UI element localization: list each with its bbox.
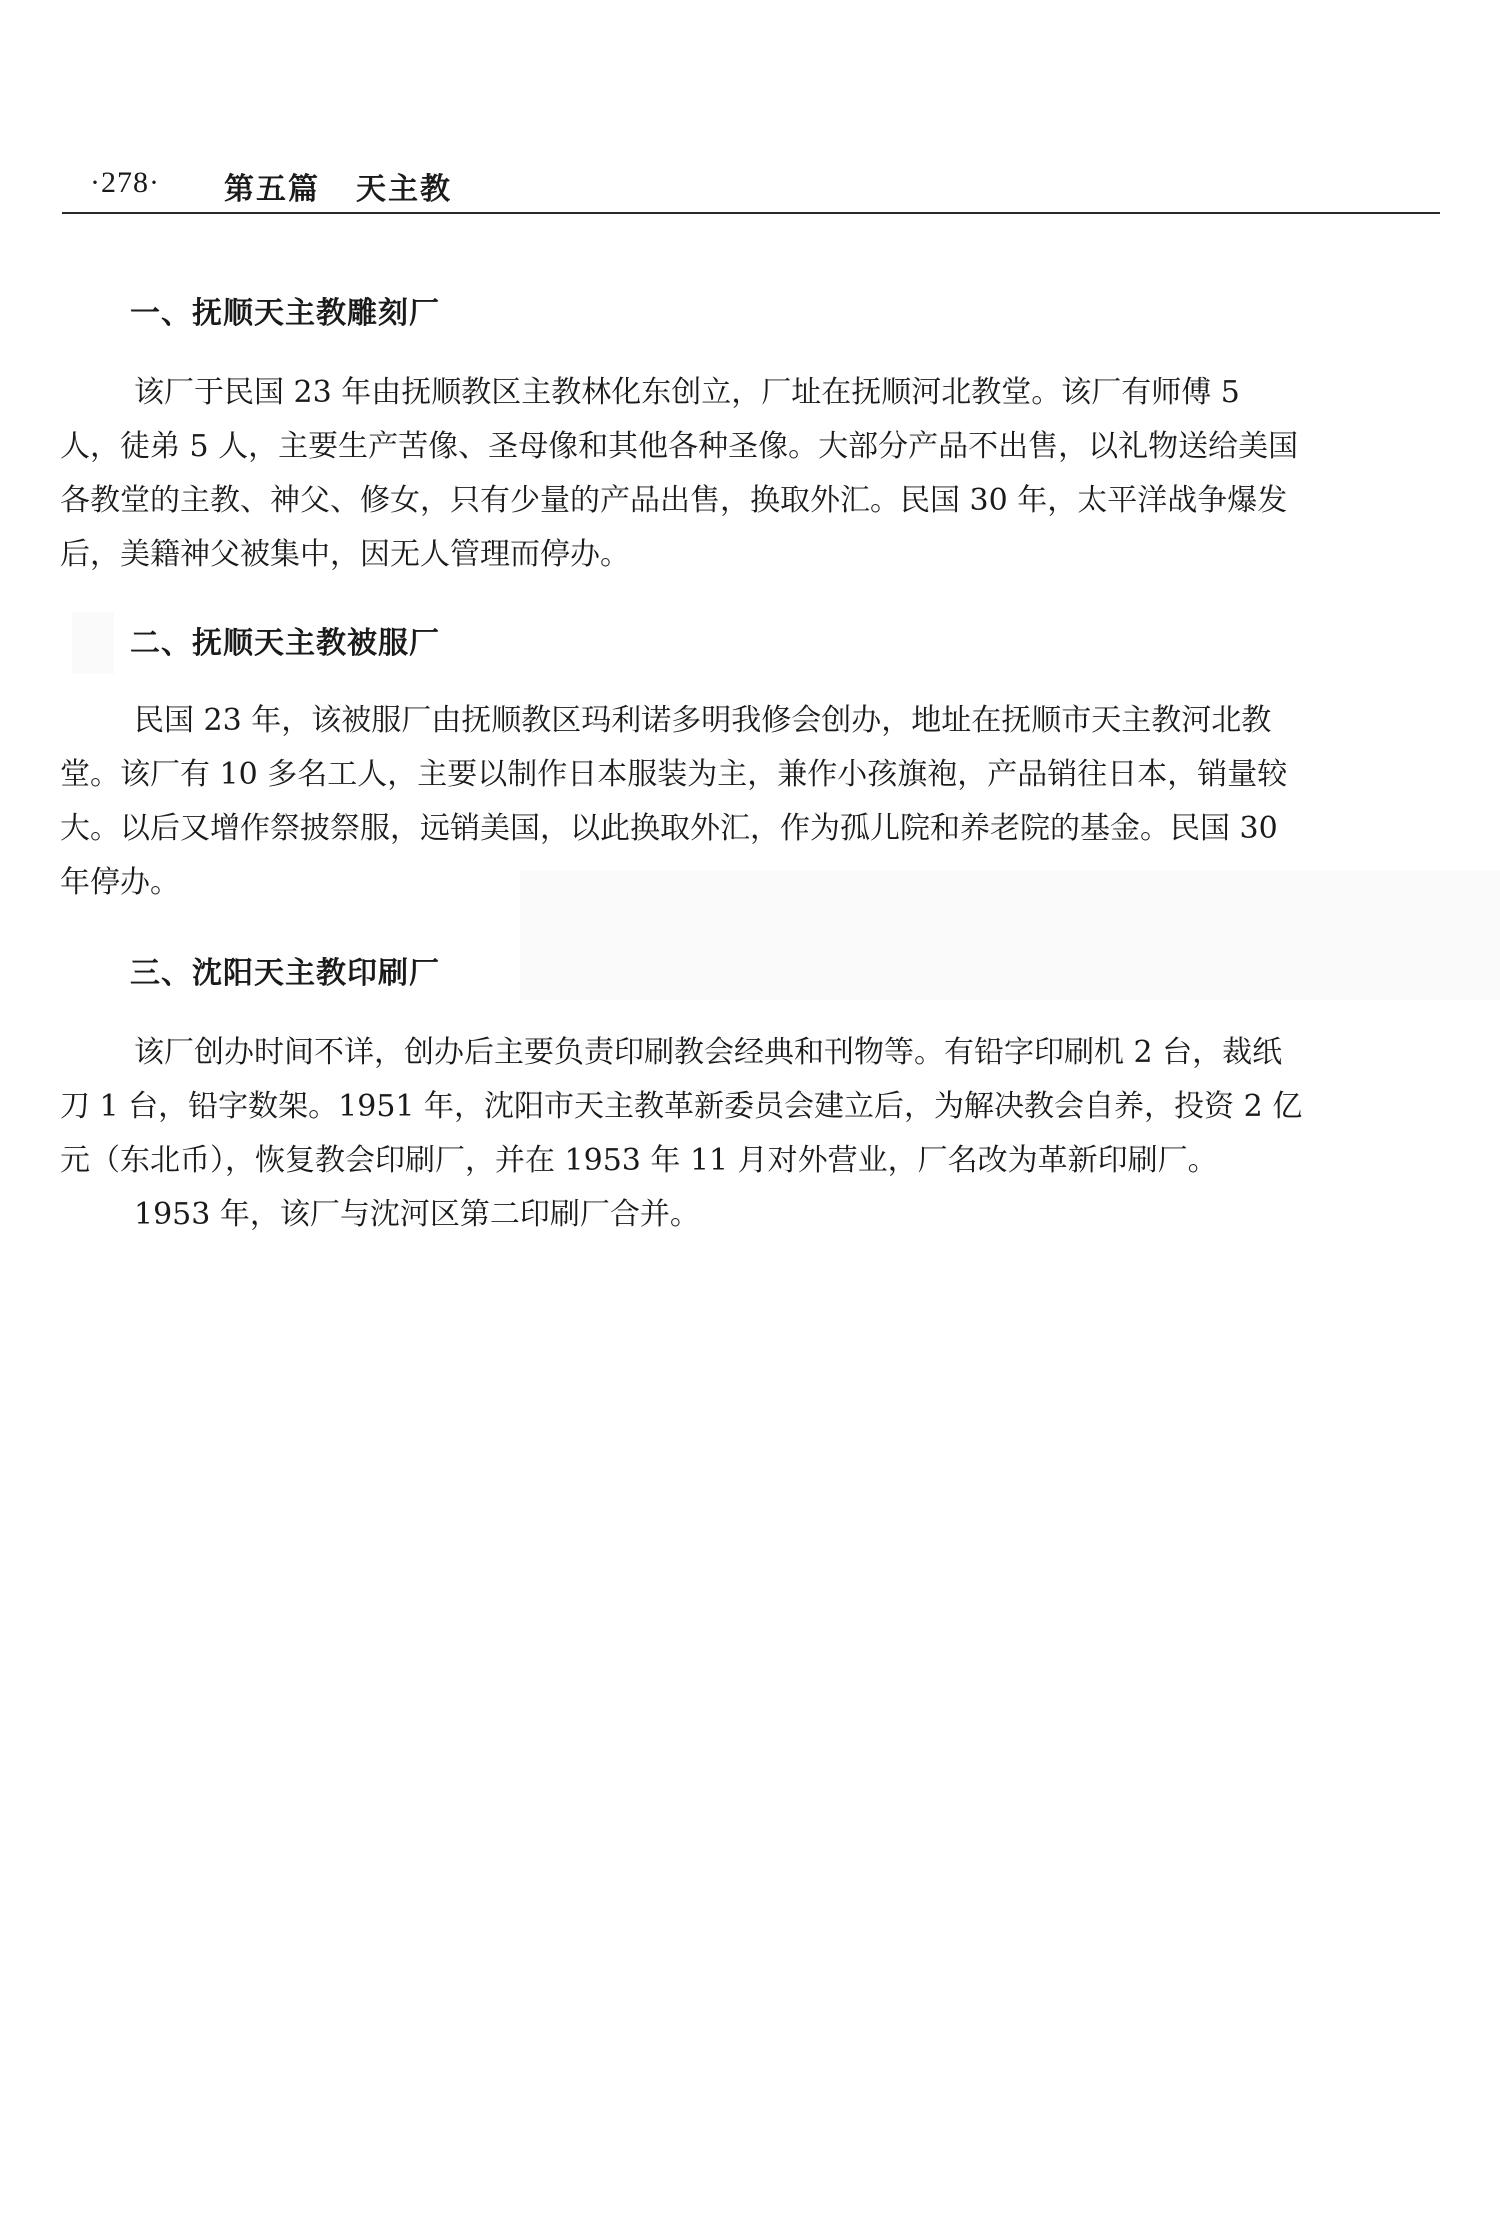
part-label: 第五篇 xyxy=(224,172,320,207)
section-paragraph xyxy=(60,694,1440,910)
paragraph-line: 元（东北币），恢复教会印刷厂，并在 1953 年 11 月对外营业，厂名改为革新印刷厂。 xyxy=(60,1143,1218,1178)
paragraph-line: 堂。该厂有 10 多名工人，主要以制作日本服装为主，兼作小孩旗袍，产品销往日本，销量较 xyxy=(60,757,1288,792)
paragraph-line: 1953 年，该厂与沈河区第二印刷厂合并。 xyxy=(134,1197,700,1232)
page-number: ·278· xyxy=(90,166,160,199)
section-paragraph xyxy=(60,366,1440,582)
paragraph-line: 该厂创办时间不详，创办后主要负责印刷教会经典和刊物等。有铅字印刷机 2 台，裁纸 xyxy=(134,1035,1283,1070)
section-heading: 三、沈阳天主教印刷厂 xyxy=(130,956,440,991)
paragraph-line: 后，美籍神父被集中，因无人管理而停办。 xyxy=(60,537,630,572)
section-heading: 一、抚顺天主教雕刻厂 xyxy=(130,296,440,331)
section-paragraph xyxy=(60,1026,1440,1242)
part-title: 天主教 xyxy=(356,172,452,207)
paragraph-line: 各教堂的主教、神父、修女，只有少量的产品出售，换取外汇。民国 30 年，太平洋战争爆发 xyxy=(60,483,1288,518)
paragraph-line: 民国 23 年，该被服厂由抚顺教区玛利诺多明我修会创办，地址在抚顺市天主教河北教 xyxy=(134,703,1272,738)
paragraph-line: 大。以后又增作祭披祭服，远销美国，以此换取外汇，作为孤儿院和养老院的基金。民国 30 xyxy=(60,811,1278,846)
scan-shade xyxy=(72,612,114,674)
chapter-title xyxy=(224,164,452,208)
paragraph-line: 年停办。 xyxy=(60,865,180,900)
paragraph-line: 该厂于民国 23 年由抚顺教区主教林化东创立，厂址在抚顺河北教堂。该厂有师傅 5 xyxy=(134,375,1240,410)
section-heading: 二、抚顺天主教被服厂 xyxy=(130,626,440,661)
paragraph-line: 人，徒弟 5 人，主要生产苦像、圣母像和其他各种圣像。大部分产品不出售，以礼物送给美国 xyxy=(60,429,1299,464)
running-header xyxy=(62,160,1440,214)
paragraph-line: 刀 1 台，铅字数架。1951 年，沈阳市天主教革新委员会建立后，为解决教会自养，投资 2 亿 xyxy=(60,1089,1303,1124)
